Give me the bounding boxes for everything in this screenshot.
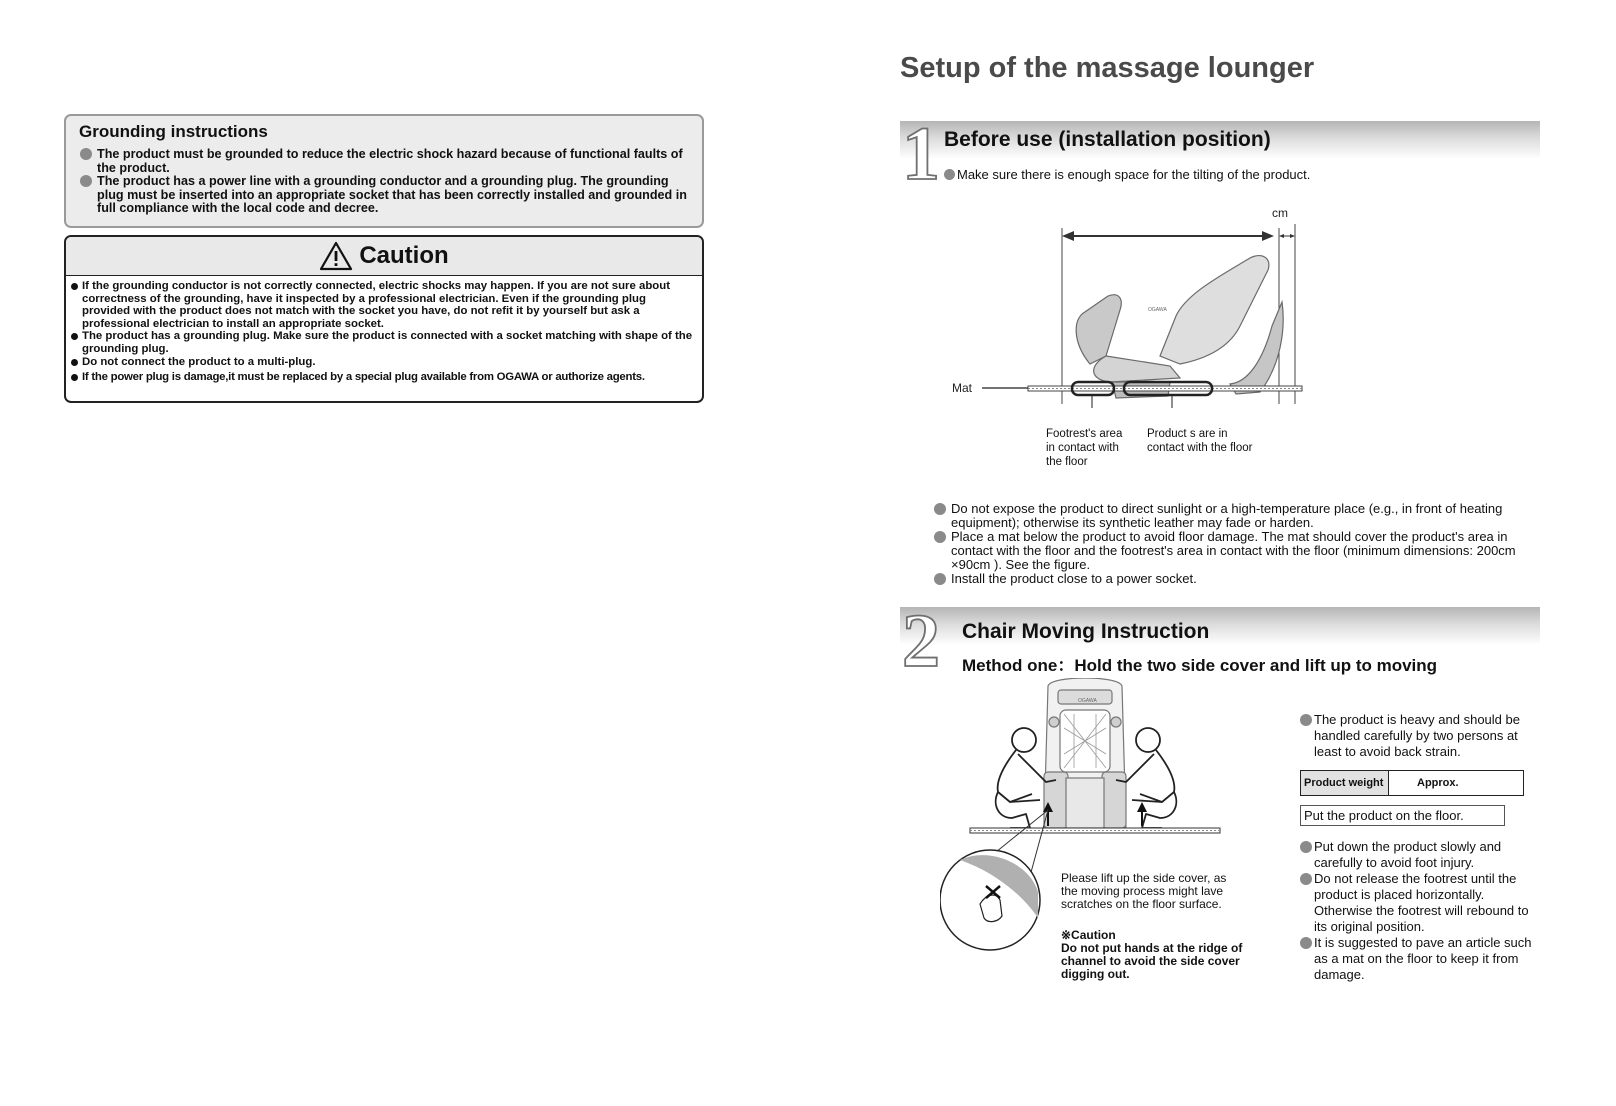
bullet-dot-icon <box>944 169 955 180</box>
caution-item-text: Do not connect the product to a multi-plug. <box>82 355 316 368</box>
step-2-title: Chair Moving Instruction <box>962 620 1210 643</box>
bullet-dot-icon <box>934 573 946 585</box>
floor-note: Put the product on the floor. <box>1300 805 1505 826</box>
bullet-dot-icon <box>71 359 78 366</box>
width-arrow-icon <box>1062 231 1274 241</box>
step-1-bullets <box>934 502 1534 586</box>
bullet-dot-icon <box>1300 937 1312 949</box>
caution-item <box>70 371 694 384</box>
handling-note-top <box>1300 712 1540 760</box>
bullet-dot-icon <box>71 283 78 290</box>
list-item-text: It is suggested to pave an article such as a mat on the floor to keep it from damage. <box>1314 935 1532 982</box>
bullet-dot-icon <box>80 148 92 160</box>
list-item-text: Install the product close to a power socket. <box>951 571 1197 586</box>
bullet-dot-icon <box>1300 841 1312 853</box>
mat-label: Mat <box>952 381 973 395</box>
caution-list <box>66 276 702 384</box>
caption-line: in contact with <box>1046 442 1119 454</box>
caution-item <box>70 356 694 369</box>
hand-detail-icon <box>940 850 1040 950</box>
grounding-instructions-box <box>64 114 704 228</box>
step-1-lead <box>944 167 1310 182</box>
caption-line: Product s are in <box>1147 428 1228 440</box>
bullet-dot-icon <box>934 531 946 543</box>
grounding-item <box>79 175 690 216</box>
unit-label: cm <box>1272 206 1288 220</box>
list-item <box>1300 871 1540 935</box>
clearance-arrow-icon <box>1279 234 1295 238</box>
brand-text: OGAWA <box>1148 307 1167 313</box>
footrest-caption <box>1046 427 1122 469</box>
step-1-lead-text: Make sure there is enough space for the tilting of the product. <box>957 167 1311 182</box>
list-item-text: Place a mat below the product to avoid floor damage. The mat should cover the product's area in contact with the floor and the footrest's area in contact with the floor (minimum dimensions: 200cm ×90cm ). See the figure. <box>951 529 1516 572</box>
grounding-item-text: The product has a power line with a grounding conductor and a grounding plug. The grounding plug must be inserted into an appropriate socket that has been correctly installed and grounded in full compliance with the local code and decree. <box>97 174 687 216</box>
bullet-dot-icon <box>934 503 946 515</box>
caption-line: the floor <box>1046 456 1088 468</box>
list-item <box>934 572 1534 586</box>
caption-line: contact with the floor <box>1147 442 1253 454</box>
caution-item-text: If the power plug is damage,it must be replaced by a special plug available from OGAWA or authorize agents. <box>82 371 645 384</box>
caution-item <box>70 330 694 355</box>
product-caption <box>1147 427 1252 455</box>
list-item <box>1300 712 1540 760</box>
mat-icon <box>1028 386 1302 391</box>
method-label: Method one：Hold the two side cover and lift up to moving <box>962 656 1438 675</box>
list-item <box>1300 839 1540 871</box>
caution-box <box>64 235 704 403</box>
brand-text: OGAWA <box>1078 698 1097 704</box>
weight-label: Product weight <box>1301 771 1389 795</box>
step-2-number: 2 <box>902 599 940 683</box>
lift-caution <box>1061 929 1251 981</box>
bullet-dot-icon <box>1300 714 1312 726</box>
list-item-text: Put down the product slowly and carefully to avoid foot injury. <box>1314 839 1502 870</box>
page-title: Setup of the massage lounger <box>900 52 1315 84</box>
bullet-dot-icon <box>80 175 92 187</box>
product-weight-table <box>1300 770 1524 796</box>
bullet-dot-icon <box>71 374 78 381</box>
chair-lift-illustration <box>940 678 1240 968</box>
grounding-item-text: The product must be grounded to reduce the electric shock hazard because of functional faults of the product. <box>97 147 683 175</box>
grounding-title: Grounding instructions <box>79 122 268 141</box>
list-item <box>1300 935 1540 983</box>
caution-item <box>70 280 694 330</box>
list-item <box>934 502 1534 530</box>
lift-caution-heading: ※Caution <box>1061 928 1116 942</box>
installation-diagram <box>940 206 1320 476</box>
caution-title: Caution <box>359 242 449 269</box>
grounding-item <box>79 148 690 175</box>
caution-item-text: If the grounding conductor is not correctly connected, electric shocks may happen. If you are not sure about correctness of the grounding, have it inspected by a professional electrician. Even if the grounding plug provided with the product does not match with the socket you have, do not refit it by yourself but ask a professional electrician to install an appropriate socket. <box>82 280 670 330</box>
massage-chair-side-icon <box>1076 256 1283 398</box>
list-item-text: Do not release the footrest until the product is placed horizontally. Otherwise the footrest will rebound to its original position. <box>1314 871 1529 934</box>
list-item-text: Do not expose the product to direct sunlight or a high-temperature place (e.g., in front of heating equipment); otherwise its synthetic leather may fade or harden. <box>951 501 1503 530</box>
warning-triangle-icon <box>319 241 353 271</box>
bullet-dot-icon <box>71 333 78 340</box>
list-item-text: The product is heavy and should be handled carefully by two persons at least to avoid back strain. <box>1314 712 1520 759</box>
caution-item-text: The product has a grounding plug. Make sure the product is connected with a socket matching with shape of the grounding plug. <box>82 330 693 355</box>
weight-value: Approx. <box>1417 777 1459 789</box>
lift-caution-text: Do not put hands at the ridge of channel to avoid the side cover digging out. <box>1061 941 1243 981</box>
lift-note: Please lift up the side cover, as the moving process might lave scratches on the floor surface. <box>1061 871 1227 911</box>
list-item <box>934 530 1534 572</box>
caption-line: Footrest's area <box>1046 428 1123 440</box>
handling-note-bottom <box>1300 839 1540 983</box>
step-1-title: Before use (installation position) <box>944 128 1271 151</box>
step-1-number: 1 <box>902 112 940 196</box>
bullet-dot-icon <box>1300 873 1312 885</box>
caution-header <box>66 237 702 276</box>
